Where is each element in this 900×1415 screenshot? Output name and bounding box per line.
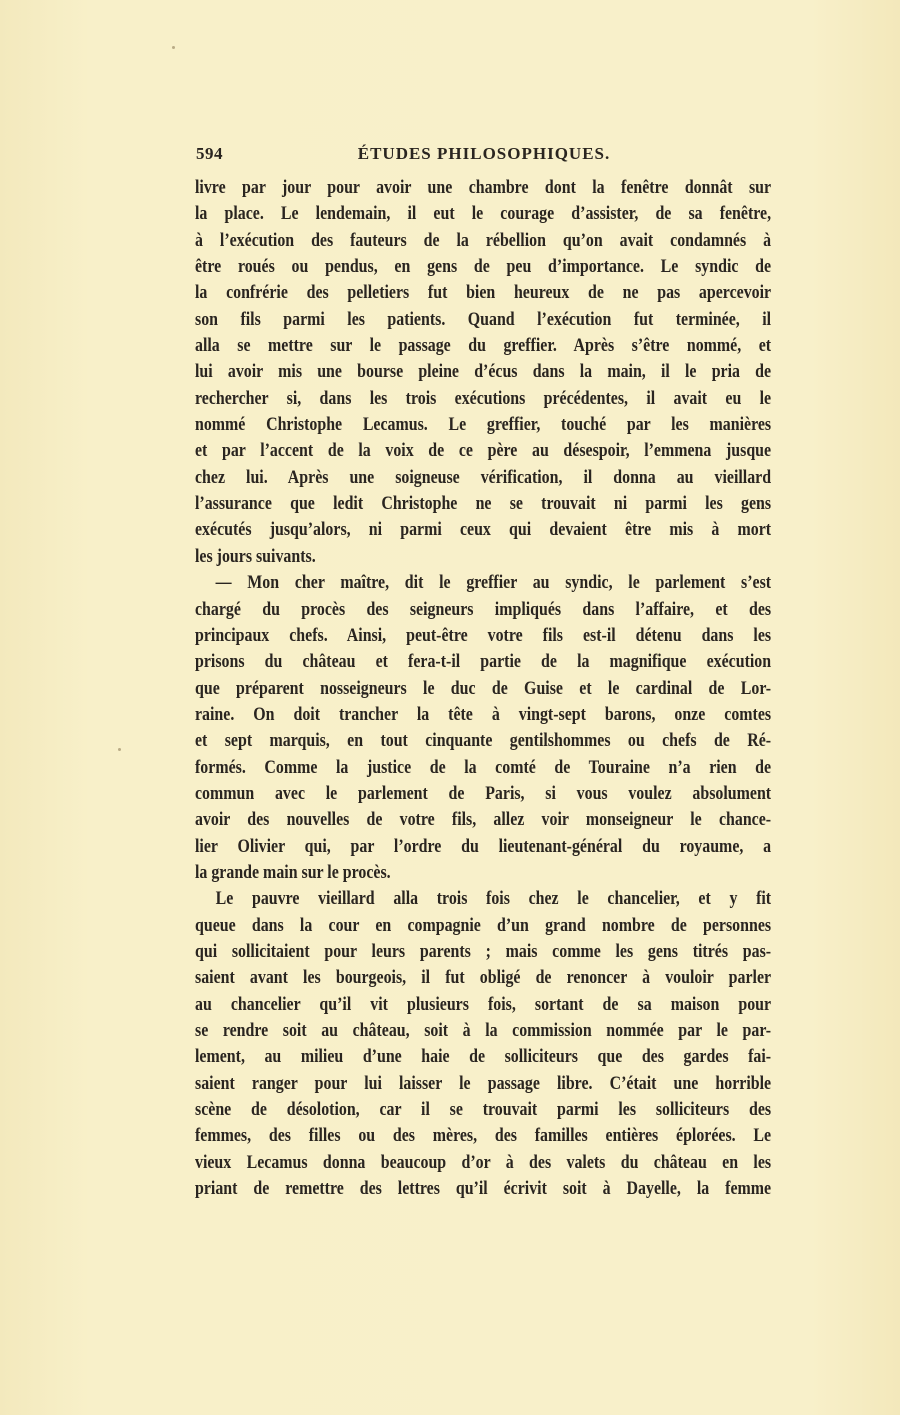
- body-text: [195, 175, 771, 1202]
- text-line: exécutés jusqu’alors, ni parmi ceux qui devaient être mis à mort: [195, 520, 772, 541]
- text-line: priant de remettre des lettres qu’il écrivit soit à Dayelle, la femme: [195, 1179, 772, 1200]
- text-line: nommé Christophe Lecamus. Le greffier, touché par les manières: [195, 415, 772, 436]
- text-line: principaux chefs. Ainsi, peut-être votre fils est-il détenu dans les: [195, 625, 772, 646]
- text-line: les jours suivants.: [195, 546, 316, 567]
- text-line: femmes, des filles ou des mères, des familles entières éplorées. Le: [195, 1126, 772, 1147]
- text-line: être roués ou pendus, en gens de peu d’importance. Le syndic de: [195, 257, 772, 278]
- text-line: scène de désolotion, car il se trouvait parmi les solliciteurs des: [195, 1100, 772, 1121]
- text-line: se rendre soit au château, soit à la commission nommée par le par-: [195, 1021, 772, 1041]
- text-line: qui sollicitaient pour leurs parents ; mais comme les gens titrés pas-: [195, 941, 772, 962]
- running-title: ÉTUDES PHILOSOPHIQUES.: [357, 144, 611, 163]
- text-line: chargé du procès des seigneurs impliqués dans l’affaire, et des: [195, 599, 772, 620]
- text-line: raine. On doit trancher la tête à vingt-sept barons, onze comtes: [195, 704, 772, 725]
- page-number: 594: [196, 144, 223, 163]
- paper-speck: [118, 748, 121, 751]
- text-line: la grande main sur le procès.: [195, 862, 391, 883]
- text-line: et sept marquis, en tout cinquante gentilshommes ou chefs de Ré-: [195, 731, 772, 752]
- text-line: lement, au milieu d’une haie de solliciteurs que des gardes fai-: [195, 1047, 772, 1068]
- text-line: lui avoir mis une bourse pleine d’écus dans la main, il le pria de: [195, 362, 772, 383]
- text-line: saient avant les bourgeois, il fut obligé de renoncer à vouloir parler: [195, 968, 772, 989]
- text-line: la confrérie des pelletiers fut bien heureux de ne pas apercevoir: [195, 283, 772, 304]
- text-line: avoir des nouvelles de votre fils, allez voir monseigneur le chance-: [195, 810, 772, 831]
- paper-speck: [172, 46, 175, 49]
- text-line: l’assurance que ledit Christophe ne se trouvait ni parmi les gens: [195, 494, 772, 515]
- text-line: chez lui. Après une soigneuse vérification, il donna au vieillard: [195, 467, 772, 488]
- text-line: commun avec le parlement de Paris, si vous voulez absolument: [195, 783, 772, 804]
- text-line: au chancelier qu’il vit plusieurs fois, sortant de sa maison pour: [195, 994, 772, 1015]
- text-line: prisons du château et fera-t-il partie de la magnifique exécution: [195, 652, 772, 673]
- text-line: — Mon cher maître, dit le greffier au syndic, le parlement s’est: [215, 573, 772, 594]
- text-line: alla se mettre sur le passage du greffier. Après s’être nommé, et: [195, 336, 772, 357]
- running-header: [196, 144, 772, 168]
- text-line: vieux Lecamus donna beaucoup d’or à des valets du château en les: [195, 1152, 772, 1173]
- text-line: formés. Comme la justice de la comté de Touraine n’a rien de: [195, 757, 772, 778]
- text-line: lier Olivier qui, par l’ordre du lieutenant-général du royaume, a: [195, 836, 772, 857]
- text-line: Le pauvre vieillard alla trois fois chez le chancelier, et y fit: [215, 889, 772, 910]
- text-line: la place. Le lendemain, il eut le courage d’assister, de sa fenêtre,: [195, 204, 772, 225]
- text-line: livre par jour pour avoir une chambre dont la fenêtre donnât sur: [195, 178, 772, 198]
- text-line: rechercher si, dans les trois exécutions précédentes, il avait eu le: [195, 388, 772, 409]
- text-line: et par l’accent de la voix de ce père au désespoir, l’emmena jusque: [195, 441, 772, 462]
- text-line: à l’exécution des fauteurs de la rébellion qu’on avait condamnés à: [195, 230, 772, 251]
- text-line: saient ranger pour lui laisser le passage libre. C’était une horrible: [195, 1073, 772, 1094]
- text-line: queue dans la cour en compagnie d’un grand nombre de personnes: [195, 915, 772, 936]
- text-line: son fils parmi les patients. Quand l’exécution fut terminée, il: [195, 309, 772, 330]
- text-line: que préparent nosseigneurs le duc de Guise et le cardinal de Lor-: [195, 678, 772, 699]
